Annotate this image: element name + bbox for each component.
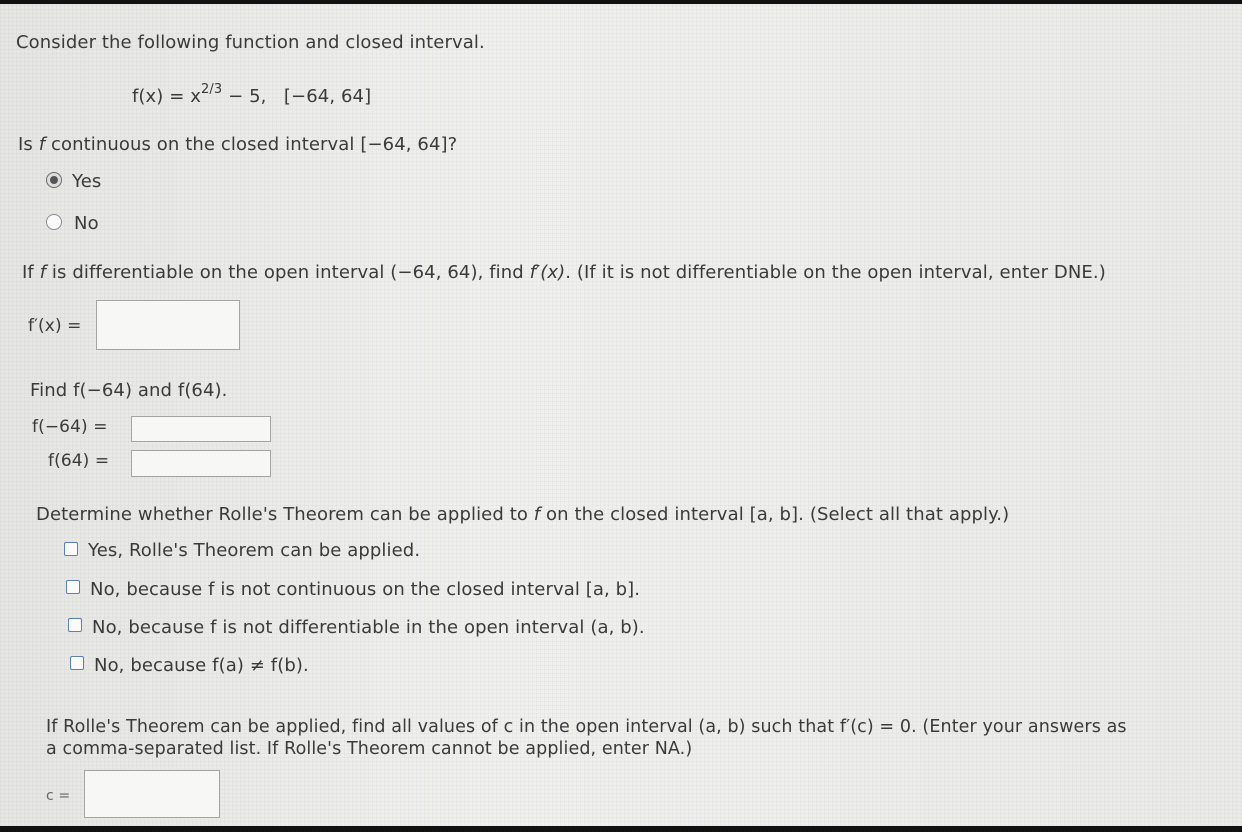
c-values-question-line1: If Rolle's Theorem can be applied, find all values of c in the open interval (a, b) such that f′(c) = 0. (Enter your answers as xyxy=(46,717,1127,737)
f-neg64-input[interactable] xyxy=(131,416,271,442)
radio-yes-label: Yes xyxy=(72,171,102,192)
continuity-question xyxy=(18,134,457,155)
derivative-label: f′(x) = xyxy=(28,316,82,336)
q2-var: f xyxy=(39,262,47,283)
checkbox-fa-not-equal-fb[interactable] xyxy=(70,656,84,670)
checkbox-fa-not-equal-fb-label: No, because f(a) ≠ f(b). xyxy=(94,655,309,676)
checkbox-not-continuous[interactable] xyxy=(66,580,80,594)
f-neg64-label: f(−64) = xyxy=(32,417,108,437)
c-values-question-line2: a comma-separated list. If Rolle's Theorem cannot be applied, enter NA.) xyxy=(46,739,693,759)
c-values-input[interactable] xyxy=(84,770,220,818)
checkbox-not-differentiable-label: No, because f is not differentiable in the open interval (a, b). xyxy=(92,617,645,638)
f-64-label: f(64) = xyxy=(48,451,110,471)
q2-prefix: If xyxy=(22,262,40,283)
function-lhs: f(x) = x xyxy=(132,86,202,107)
values-question: Find f(−64) and f(64). xyxy=(30,380,228,401)
q2-fprime: f′(x) xyxy=(529,262,566,283)
q1-var: f xyxy=(38,134,46,155)
q2-middle: is differentiable on the open interval (−64, 64), find xyxy=(46,262,530,283)
q4-suffix: . (Select all that apply.) xyxy=(798,504,1010,525)
function-exponent: 2/3 xyxy=(201,82,223,97)
radio-yes[interactable] xyxy=(46,172,62,188)
radio-no-label: No xyxy=(74,213,99,234)
derivative-input[interactable] xyxy=(96,300,240,350)
function-interval: [−64, 64] xyxy=(283,86,372,107)
c-label: c = xyxy=(46,788,71,804)
rolle-question xyxy=(36,504,1009,525)
checkbox-rolle-applies-label: Yes, Rolle's Theorem can be applied. xyxy=(88,540,421,561)
checkbox-rolle-applies[interactable] xyxy=(64,542,78,556)
q4-middle: on the closed interval xyxy=(540,504,750,525)
function-definition xyxy=(132,84,371,107)
q4-interval: [a, b] xyxy=(749,504,799,525)
intro-text: Consider the following function and closed interval. xyxy=(16,32,485,53)
q1-prefix: Is xyxy=(18,134,39,155)
q4-prefix: Determine whether Rolle's Theorem can be applied to xyxy=(36,504,534,525)
question-page xyxy=(0,4,1242,826)
q4-var: f xyxy=(533,504,541,525)
f-64-input[interactable] xyxy=(131,450,271,477)
q2-suffix: . (If it is not differentiable on the open interval, enter DNE.) xyxy=(565,262,1106,283)
q1-suffix: continuous on the closed interval [−64, 64]? xyxy=(45,134,458,155)
radio-no[interactable] xyxy=(46,214,62,230)
checkbox-not-differentiable[interactable] xyxy=(68,618,82,632)
derivative-question xyxy=(22,262,1106,283)
checkbox-not-continuous-label: No, because f is not continuous on the closed interval [a, b]. xyxy=(90,579,641,600)
function-rhs: − 5, xyxy=(222,86,267,107)
